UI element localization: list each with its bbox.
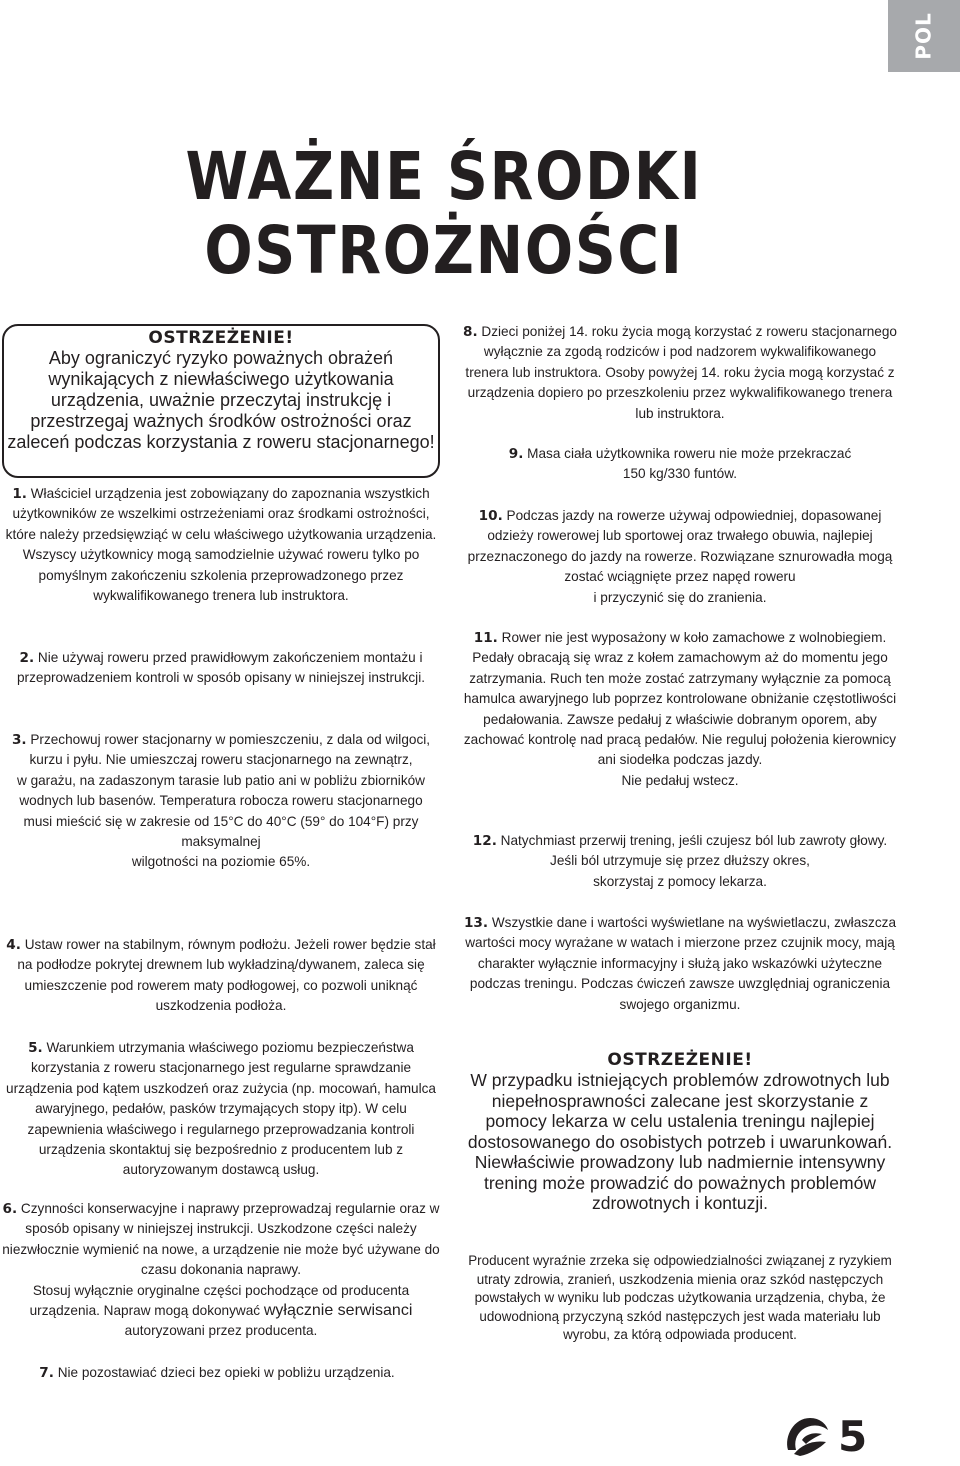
item-6 [2, 1199, 440, 1342]
item-text: Podczas jazdy na rowerze używaj odpowiedniej, dopasowanej odzieży rowerowej lub sportowej oraz trwałego obuwia, najlepiej przeznaczonego do jazdy na rowerze. Rozwiązane sznurowadła mogą zostać wciągnięte przez napęd roweru [467, 508, 893, 585]
health-warning [460, 1050, 900, 1214]
item-number: 13. [463, 915, 489, 931]
title-line-2: OSTROŻNOŚCI [204, 212, 684, 289]
item-text: Natychmiast przerwij trening, jeśli czujesz ból lub zawroty głowy. Jeśli ból utrzymuje się przez dłuższy okres, [500, 833, 888, 869]
item-10 [462, 506, 898, 608]
item-4 [2, 935, 440, 1017]
item-text: Nie pozostawiać dzieci bez opieki w pobliżu urządzenia. [57, 1365, 395, 1380]
item-number: 1. [12, 486, 27, 502]
item-text: Nie używaj roweru przed prawidłowym zakończeniem montażu i przeprowadzeniem kontroli w sposób opisany w niniejszej instrukcji. [17, 650, 425, 686]
language-label: POL [912, 12, 936, 60]
title-line-1: WAŻNE ŚRODKI [185, 138, 703, 215]
item-text: 150 kg/330 funtów. [622, 466, 738, 482]
item-number: 11. [473, 630, 498, 646]
item-1 [2, 484, 440, 606]
item-11 [462, 628, 898, 791]
item-12 [462, 831, 898, 892]
item-number: 3. [11, 732, 27, 748]
brand-logo-icon [780, 1410, 832, 1462]
item-text: Ustaw rower na stabilnym, równym podłożu. Jeżeli rower będzie stał na podłodze pokrytej drewnem lub wykładziną/dywanem, zaleca się umieszczenie pod rowerem maty podłogowej, co pozwoli uniknąć uszkodzenia podłoża. [17, 937, 436, 1014]
item-number: 8. [463, 324, 478, 340]
page-number: 5 [838, 1412, 868, 1461]
item-3 [2, 730, 440, 873]
page-title [62, 140, 826, 288]
warning-heading: OSTRZEŻENIE! [148, 328, 294, 348]
health-warning-text: W przypadku istniejących problemów zdrowotnych lub niepełnosprawności zalecane jest skorzystanie z pomocy lekarza w celu ustalenia treningu najlepiej dostosowanego do osobistych potrzeb i uwarunkowań. Niewłaściwie prowadzony lub nadmiernie intensywny [467, 1070, 893, 1172]
warning-text: Aby ograniczyć ryzyko poważnych obrażeń wynikających z niewłaściwego użytkowania urządzenia, uważnie przeczytaj instrukcję i przestrzegaj ważnych środków ostrożności oraz zaleceń podczas korzystania z roweru stacjonarnego! [7, 348, 435, 452]
item-13 [462, 913, 898, 1015]
item-5 [2, 1038, 440, 1181]
item-text: Czynności konserwacyjne i naprawy przeprowadzaj regularnie oraz w sposób opisany w niniejszej instrukcji. Uszkodzone części należy niezwłocznie wymienić na nowe, a urządzenie nie może być używane do czasu dokonania naprawy. [2, 1201, 440, 1278]
item-8 [462, 322, 898, 424]
item-text: Przechowuj rower stacjonarny w pomieszczeniu, z dala od wilgoci, kurzu i pyłu. Nie umieszczaj roweru stacjonarnego na zewnątrz, [29, 732, 431, 768]
item-number: 2. [19, 650, 35, 666]
item-text: Rower nie jest wyposażony w koło zamachowe z wolnobiegiem. Pedały obracają się wraz z kołem zamachowym aż do momentu jego zatrzymania. Ruch ten może zostać zatrzymany wyłącznie za pomocą hamulca awaryjnego lub poprzez kontrolowane obniżanie częstotliwości pedałowania. Zawsze pedałuj z właściwie dobranym oporem, aby zachować kontrolę nad pracą pedałów. Nie reguluj położenia kierownicy ani siodełka podczas jazdy. [463, 630, 897, 768]
health-warning-heading: OSTRZEŻENIE! [607, 1050, 753, 1070]
item-9 [462, 444, 898, 485]
health-warning-text: trening może prowadzić do poważnych problemów zdrowotnych i kontuzji. [483, 1172, 876, 1213]
item-text: Dzieci poniżej 14. roku życia mogą korzystać z roweru stacjonarnego wyłącznie za zgodą rodziców i pod nadzorem wykwalifikowanego trenera lub instruktora. Osoby powyżej 14. roku życia mogą korzystać z urządzenia dopiero po przeszkoleniu przez wykwalifikowanego trenera lub instruktora. [465, 324, 897, 421]
item-2 [2, 648, 440, 689]
item-text: Wszystkie dane i wartości wyświetlane na wyświetlaczu, zwłaszcza wartości mocy wyrażane w watach i mierzone przez czujnik mocy, mają charakter wyłącznie informacyjny i służą jako wskazówki użyteczne podczas treningu. Podczas ćwiczeń zawsze uwzględniaj ograniczenia swojego organizmu. [465, 915, 897, 1012]
item-text: i przyczynić się do zranienia. [593, 589, 767, 605]
item-number: 6. [2, 1201, 18, 1217]
item-text: Warunkiem utrzymania właściwego poziomu bezpieczeństwa korzystania z roweru stacjonarnego jest regularne sprawdzanie urządzenia pod kątem uszkodzeń oraz zużycia (np. mocowań, hamulca awaryjnego, pedałów, pasków trzymających stopy itp). W celu zapewnienia właściwego i regularnego przeprowadzania kontroli urządzenia skontaktuj się bezpośrednio z producentem lub z autoryzowanym dostawcą usług. [6, 1040, 436, 1178]
item-number: 10. [478, 508, 503, 524]
item-text: musi mieścić się w zakresie od 15°C do 40°C (59° do 104°F) przy maksymalnej [23, 813, 419, 850]
item-text: Stosuj wyłącznie oryginalne części pochodzące od producenta urządzenia. Napraw mogą dokonywać [29, 1282, 410, 1319]
item-text: Właściciel urządzenia jest zobowiązany do zapoznania wszystkich użytkowników ze wszelkimi ostrzeżeniami oraz środkami ostrożności, które należy przedsięwziąć w celu właściwego użytkowania urządzenia. Wszyscy użytkownicy mogą samodzielnie używać roweru tylko po pomyślnym zakończeniu szkolenia przeprowadzonego przez wykwalifikowanego trenera lub instruktora. [5, 486, 437, 604]
item-number: 9. [508, 446, 524, 462]
item-number: 7. [39, 1365, 54, 1381]
item-text: autoryzowani przez producenta. [124, 1323, 318, 1339]
item-text: Nie pedałuj wstecz. [621, 772, 739, 788]
item-text-emphasis: wyłącznie serwisanci [263, 1302, 413, 1320]
item-text: skorzystaj z pomocy lekarza. [593, 873, 767, 889]
item-text: Masa ciała użytkownika roweru nie może przekraczać [527, 446, 852, 461]
item-7 [0, 1363, 436, 1383]
warning-box [2, 324, 440, 478]
item-text: wilgotności na poziomie 65%. [131, 854, 311, 870]
liability-disclaimer: Producent wyraźnie zrzeka się odpowiedzialności związanej z ryzykiem utraty zdrowia, zranień, uszkodzenia mienia oraz szkód następczych powstałych w wyniku lub podczas użytkowania urządzenia, chyba, że udowodnioną przyczyną szkód następczych jest wada materiału lub wyrobu, za którą odpowiada producent. [468, 1253, 892, 1342]
item-number: 4. [6, 937, 21, 953]
item-text: w garażu, na zadaszonym tarasie lub patio ani w pobliżu zbiorników wodnych lub basenów. Temperatura robocza roweru stacjonarnego [16, 772, 426, 809]
language-tab [888, 0, 960, 72]
item-number: 5. [28, 1040, 43, 1056]
item-number: 12. [472, 833, 497, 849]
